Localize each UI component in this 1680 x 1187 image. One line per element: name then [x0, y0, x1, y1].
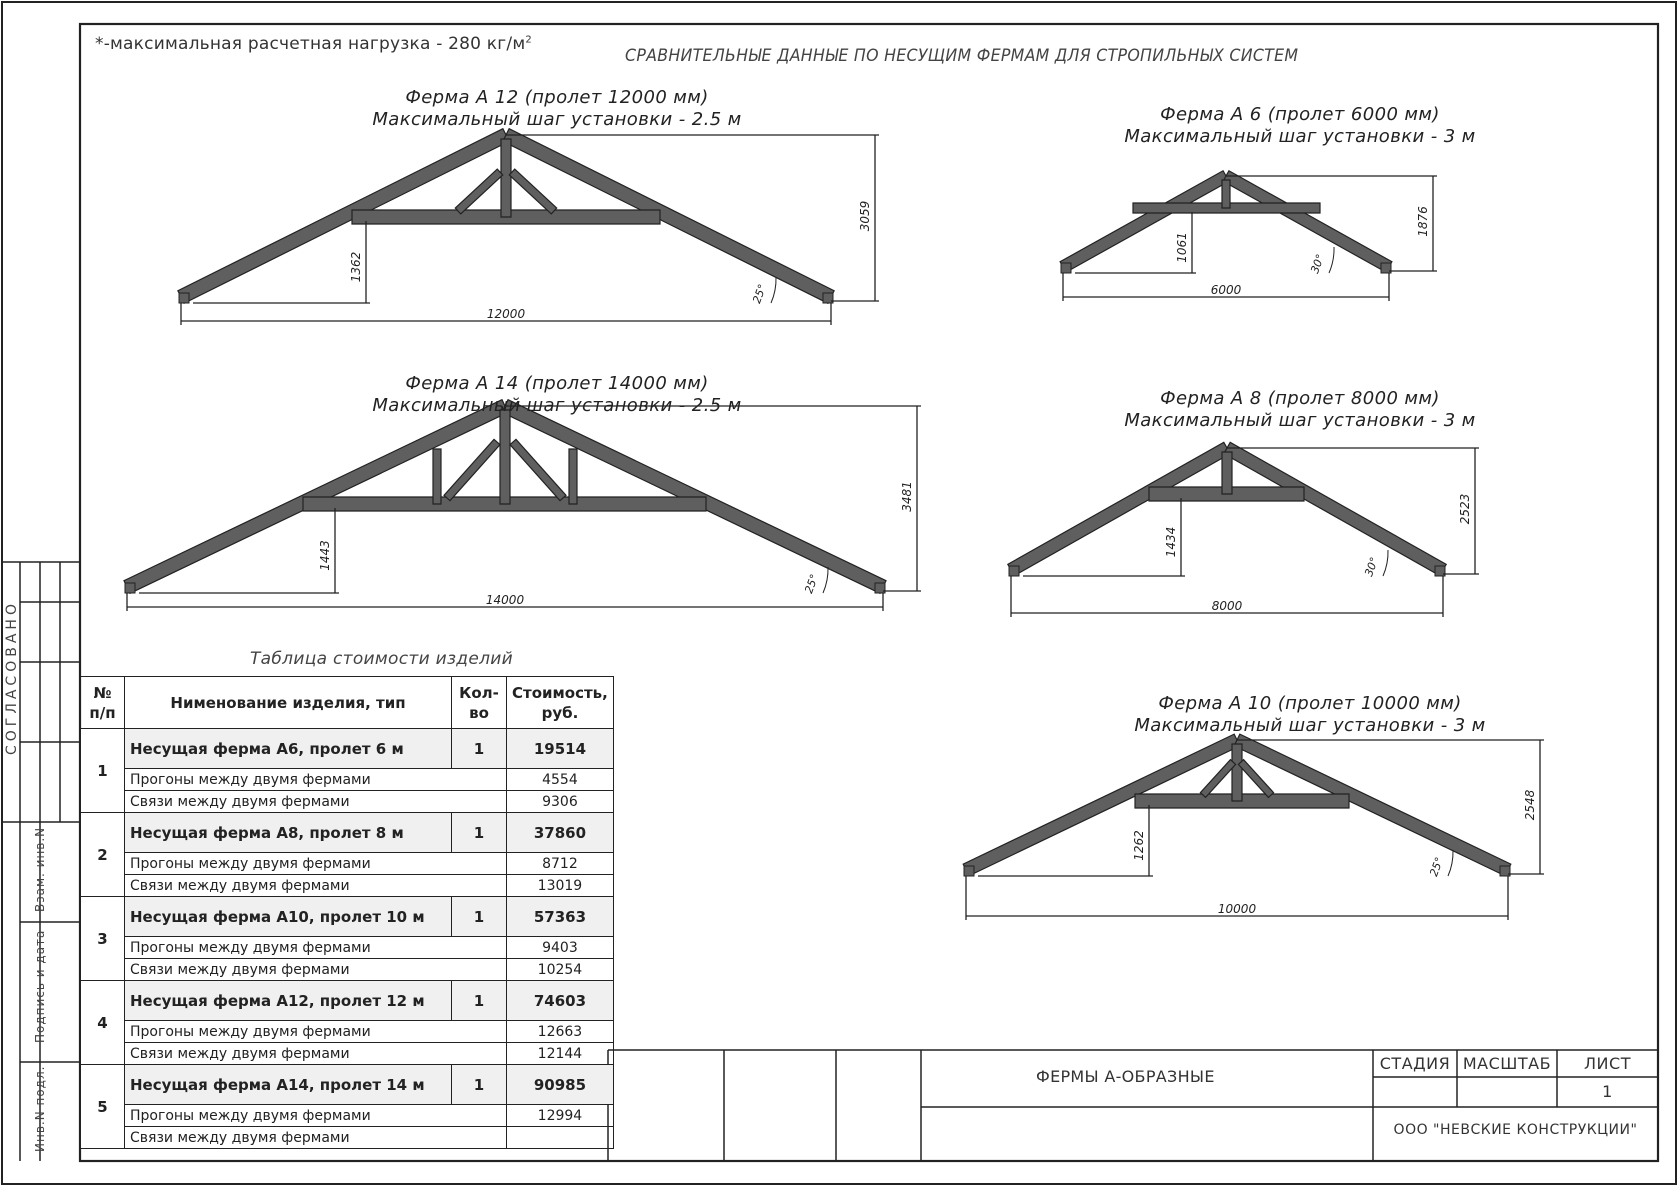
king-post: [1222, 452, 1232, 494]
product-name: Несущая ферма А14, пролет 14 м: [125, 1065, 452, 1105]
table-row: [81, 875, 614, 897]
angle-label: 25°: [1427, 855, 1447, 879]
sheet-label: ЛИСТ: [1584, 1054, 1631, 1073]
purlins-label: Прогоны между двумя фермами: [125, 769, 507, 791]
diagonal-1: [510, 439, 566, 500]
right-rafter: [1224, 442, 1446, 575]
table-row: [81, 1043, 614, 1065]
drawing-name: ФЕРМЫ А-ОБРАЗНЫЕ: [1036, 1067, 1215, 1086]
purlins-cost: 8712: [507, 853, 614, 875]
left-eave-block: [179, 293, 189, 303]
ties-cost: [507, 1127, 614, 1149]
ties-cost: 13019: [507, 875, 614, 897]
angle-arc: [771, 277, 776, 303]
sheet-heading: СРАВНИТЕЛЬНЫЕ ДАННЫЕ ПО НЕСУЩИМ ФЕРМАМ ДЛЯ СТРОПИЛЬНЫХ СИСТЕМ: [625, 46, 1299, 66]
truss-a8-title: Ферма А 8 (пролет 8000 мм): [1160, 388, 1440, 409]
right-rafter: [1223, 171, 1392, 272]
truss-a14-caption: [357, 373, 757, 417]
diagonal-0: [444, 439, 500, 500]
diagonal-1: [1238, 760, 1273, 798]
vertical-post-1: [569, 449, 577, 504]
product-qty: 1: [452, 1065, 507, 1105]
ties-label: Связи между двумя фермами: [125, 1127, 507, 1149]
purlins-cost: 12663: [507, 1021, 614, 1043]
product-cost: 74603: [507, 981, 614, 1021]
truss-a8-caption: [1110, 388, 1490, 432]
product-qty: 1: [452, 897, 507, 937]
span-label: 10000: [1217, 902, 1257, 916]
ties-label: Связи между двумя фермами: [125, 1043, 507, 1065]
table-row: [81, 853, 614, 875]
row-number: 2: [81, 813, 125, 897]
ties-cost: 10254: [507, 959, 614, 981]
product-name: Несущая ферма А12, пролет 12 м: [125, 981, 452, 1021]
table-row: [81, 813, 614, 853]
angle-label: 25°: [750, 282, 770, 306]
truss-a14-step: Максимальный шаг установки - 2.5 м: [372, 395, 742, 416]
truss-a12-title: Ферма А 12 (пролет 12000 мм): [405, 87, 709, 108]
sheet-number: 1: [1602, 1082, 1613, 1101]
truss-a10-caption: [1110, 693, 1510, 737]
chord-height-label: 1443: [318, 540, 332, 571]
table-row: [81, 937, 614, 959]
left-eave-block: [1061, 263, 1071, 273]
table-row: [81, 791, 614, 813]
height-label: 2523: [1458, 493, 1472, 525]
header-name: Нименование изделия, тип: [125, 677, 452, 729]
header-cost: Стоимость, руб.: [507, 677, 614, 729]
table-row: [81, 981, 614, 1021]
truss-a6: [1060, 171, 1437, 301]
row-number: 3: [81, 897, 125, 981]
table-row: [81, 1127, 614, 1149]
table-row: [81, 769, 614, 791]
chord-height-label: 1262: [1132, 830, 1146, 861]
purlins-label: Прогоны между двумя фермами: [125, 853, 507, 875]
side-agreed-label: СОГЛАСОВАНО: [4, 600, 20, 755]
ties-label: Связи между двумя фермами: [125, 791, 507, 813]
king-post: [500, 410, 510, 504]
height-label: 2548: [1523, 789, 1537, 821]
truss-a6-title: Ферма А 6 (пролет 6000 мм): [1160, 104, 1440, 125]
product-cost: 19514: [507, 729, 614, 769]
side-replaced-label: Взам. инв.N: [33, 826, 47, 912]
vertical-post-0: [433, 449, 441, 504]
truss-a8-step: Максимальный шаг установки - 3 м: [1124, 410, 1476, 431]
truss-a12-step: Максимальный шаг установки - 2.5 м: [372, 109, 742, 130]
height-label: 1876: [1416, 206, 1430, 237]
product-cost: 37860: [507, 813, 614, 853]
angle-arc: [823, 567, 828, 593]
truss-a12-caption: [357, 87, 757, 131]
span-label: 8000: [1211, 599, 1243, 613]
left-eave-block: [125, 583, 135, 593]
product-qty: 1: [452, 813, 507, 853]
ties-label: Связи между двумя фермами: [125, 875, 507, 897]
truss-a14-title: Ферма А 14 (пролет 14000 мм): [405, 373, 709, 394]
angle-arc: [1448, 850, 1453, 876]
truss-a12: [178, 129, 879, 325]
height-label: 3059: [858, 200, 872, 232]
company-name: ООО "НЕВСКИЕ КОНСТРУКЦИИ": [1393, 1122, 1638, 1138]
stage-label: СТАДИЯ: [1379, 1054, 1451, 1073]
purlins-label: Прогоны между двумя фермами: [125, 1105, 507, 1127]
cost-table: [80, 676, 614, 1149]
table-row: [81, 1065, 614, 1105]
span-label: 14000: [485, 593, 525, 607]
king-post: [1222, 180, 1230, 208]
cost-table-title: Таблица стоимости изделий: [250, 649, 513, 669]
truss-a10-step: Максимальный шаг установки - 3 м: [1134, 715, 1486, 736]
span-label: 6000: [1210, 283, 1242, 297]
truss-a8: [1008, 442, 1479, 617]
load-note: [95, 34, 532, 54]
span-label: 12000: [486, 307, 526, 321]
chord-height-label: 1061: [1175, 232, 1189, 263]
table-row: [81, 897, 614, 937]
table-row: [81, 959, 614, 981]
height-label: 3481: [900, 481, 914, 512]
truss-a14: [124, 400, 921, 611]
truss-a6-step: Максимальный шаг установки - 3 м: [1124, 126, 1476, 147]
king-post: [1232, 744, 1242, 801]
row-number: 1: [81, 729, 125, 813]
truss-a6-caption: [1110, 104, 1490, 148]
product-name: Несущая ферма А10, пролет 10 м: [125, 897, 452, 937]
purlins-cost: 4554: [507, 769, 614, 791]
diagonal-0: [1200, 760, 1235, 798]
angle-label: 30°: [1308, 252, 1328, 276]
product-name: Несущая ферма А6, пролет 6 м: [125, 729, 452, 769]
chord-height-label: 1362: [349, 251, 363, 283]
angle-label: 30°: [1362, 555, 1382, 579]
load-note-superscript: 2: [525, 34, 532, 46]
king-post: [501, 139, 511, 217]
table-row: [81, 729, 614, 769]
load-note-text: *-максимальная расчетная нагрузка - 280 кг/м: [95, 34, 526, 54]
cost-table-header-row: [81, 677, 614, 729]
left-rafter: [1060, 171, 1229, 272]
purlins-label: Прогоны между двумя фермами: [125, 937, 507, 959]
side-signature-label: Подпись и дата: [33, 929, 47, 1043]
product-qty: 1: [452, 981, 507, 1021]
angle-label: 25°: [802, 572, 822, 596]
truss-a10-title: Ферма А 10 (пролет 10000 мм): [1158, 693, 1462, 714]
diagonal-0: [455, 169, 502, 214]
header-qty: Кол- во: [452, 677, 507, 729]
purlins-cost: 9403: [507, 937, 614, 959]
left-eave-block: [964, 866, 974, 876]
chord-height-label: 1434: [1164, 526, 1178, 558]
product-cost: 57363: [507, 897, 614, 937]
angle-arc: [1383, 550, 1388, 576]
angle-arc: [1329, 247, 1334, 273]
table-row: [81, 1105, 614, 1127]
left-eave-block: [1009, 566, 1019, 576]
truss-a10: [963, 734, 1544, 920]
product-name: Несущая ферма А8, пролет 8 м: [125, 813, 452, 853]
purlins-cost: 12994: [507, 1105, 614, 1127]
header-num: № п/п: [81, 677, 125, 729]
ties-label: Связи между двумя фермами: [125, 959, 507, 981]
ties-cost: 12144: [507, 1043, 614, 1065]
product-cost: 90985: [507, 1065, 614, 1105]
product-qty: 1: [452, 729, 507, 769]
row-number: 5: [81, 1065, 125, 1149]
left-rafter: [1008, 442, 1230, 575]
side-original-label: Инв.N подл.: [33, 1065, 47, 1152]
table-row: [81, 1021, 614, 1043]
purlins-label: Прогоны между двумя фермами: [125, 1021, 507, 1043]
diagonal-1: [509, 169, 556, 214]
ties-cost: 9306: [507, 791, 614, 813]
row-number: 4: [81, 981, 125, 1065]
scale-label: МАСШТАБ: [1462, 1054, 1552, 1073]
